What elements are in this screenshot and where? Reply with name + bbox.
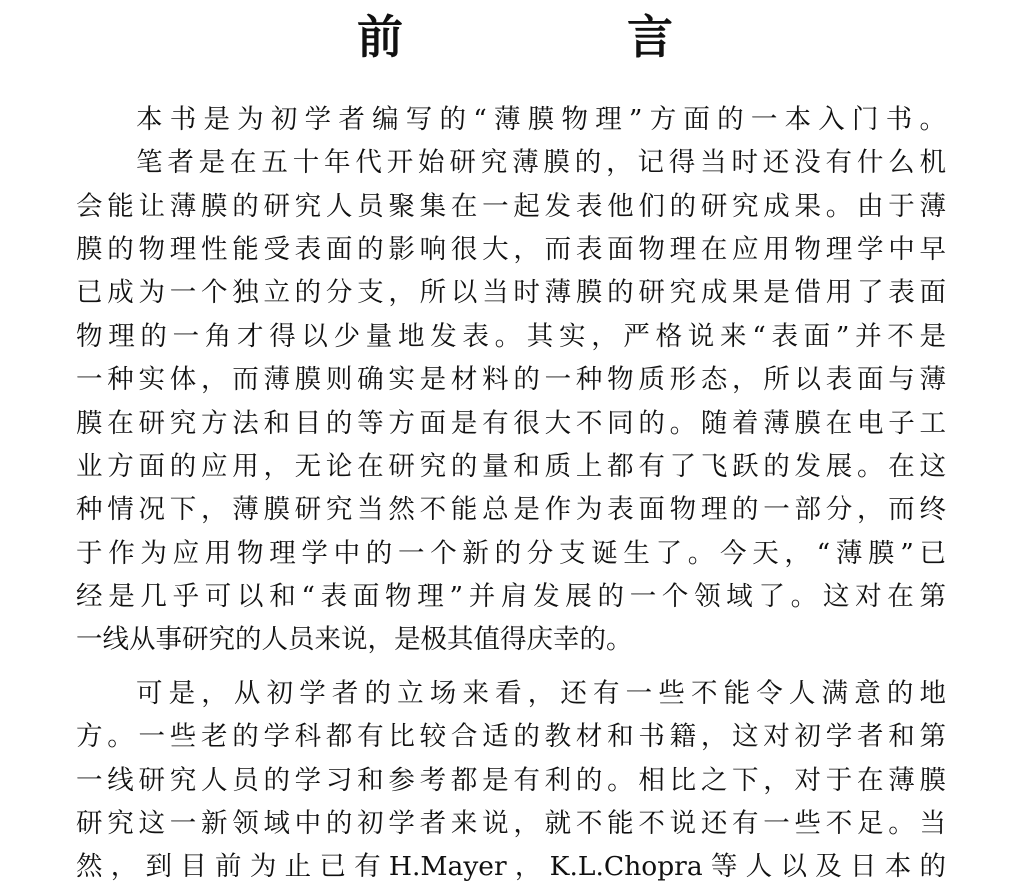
text-line: 会能让薄膜的研究人员聚集在一起发表他们的研究成果。由于薄 xyxy=(76,191,946,222)
text-line: 于作为应用物理学中的一个新的分支诞生了。今天，“薄膜”已 xyxy=(76,538,946,569)
text-line: 一线从事研究的人员来说，是极其值得庆幸的。 xyxy=(76,624,633,655)
text-line: 研究这一新领域中的初学者来说，就不能不说还有一些不足。当 xyxy=(76,808,946,839)
text-line: 然，到目前为止已有H.Mayer，K.L.Chopra等人以及日本的 xyxy=(76,851,946,882)
text-line: 业方面的应用，无论在研究的量和质上都有了飞跃的发展。在这 xyxy=(76,451,946,482)
text-line: 可是，从初学者的立场来看，还有一些不能令人满意的地 xyxy=(136,678,946,709)
text-line: 一线研究人员的学习和参考都是有利的。相比之下，对于在薄膜 xyxy=(76,765,946,796)
text-line: 本书是为初学者编写的“薄膜物理”方面的一本入门书。 xyxy=(136,104,946,135)
text-line: 膜的物理性能受表面的影响很大，而表面物理在应用物理学中早 xyxy=(76,234,946,265)
text-line: 已成为一个独立的分支，所以当时薄膜的研究成果是借用了表面 xyxy=(76,277,946,308)
text-line: 笔者是在五十年代开始研究薄膜的，记得当时还没有什么机 xyxy=(136,147,946,178)
text-line: 膜在研究方法和目的等方面是有很大不同的。随着薄膜在电子工 xyxy=(76,408,946,439)
text-line: 经是几乎可以和“表面物理”并肩发展的一个领域了。这对在第 xyxy=(76,581,946,612)
page-title: 前 言 xyxy=(356,10,777,64)
text-line: 一种实体，而薄膜则确实是材料的一种物质形态，所以表面与薄 xyxy=(76,364,946,395)
text-line: 方。一些老的学科都有比较合适的教材和书籍，这对初学者和第 xyxy=(76,721,946,752)
text-line: 物理的一角才得以少量地发表。其实，严格说来“表面”并不是 xyxy=(76,321,946,352)
text-line: 种情况下，薄膜研究当然不能总是作为表面物理的一部分，而终 xyxy=(76,494,946,525)
